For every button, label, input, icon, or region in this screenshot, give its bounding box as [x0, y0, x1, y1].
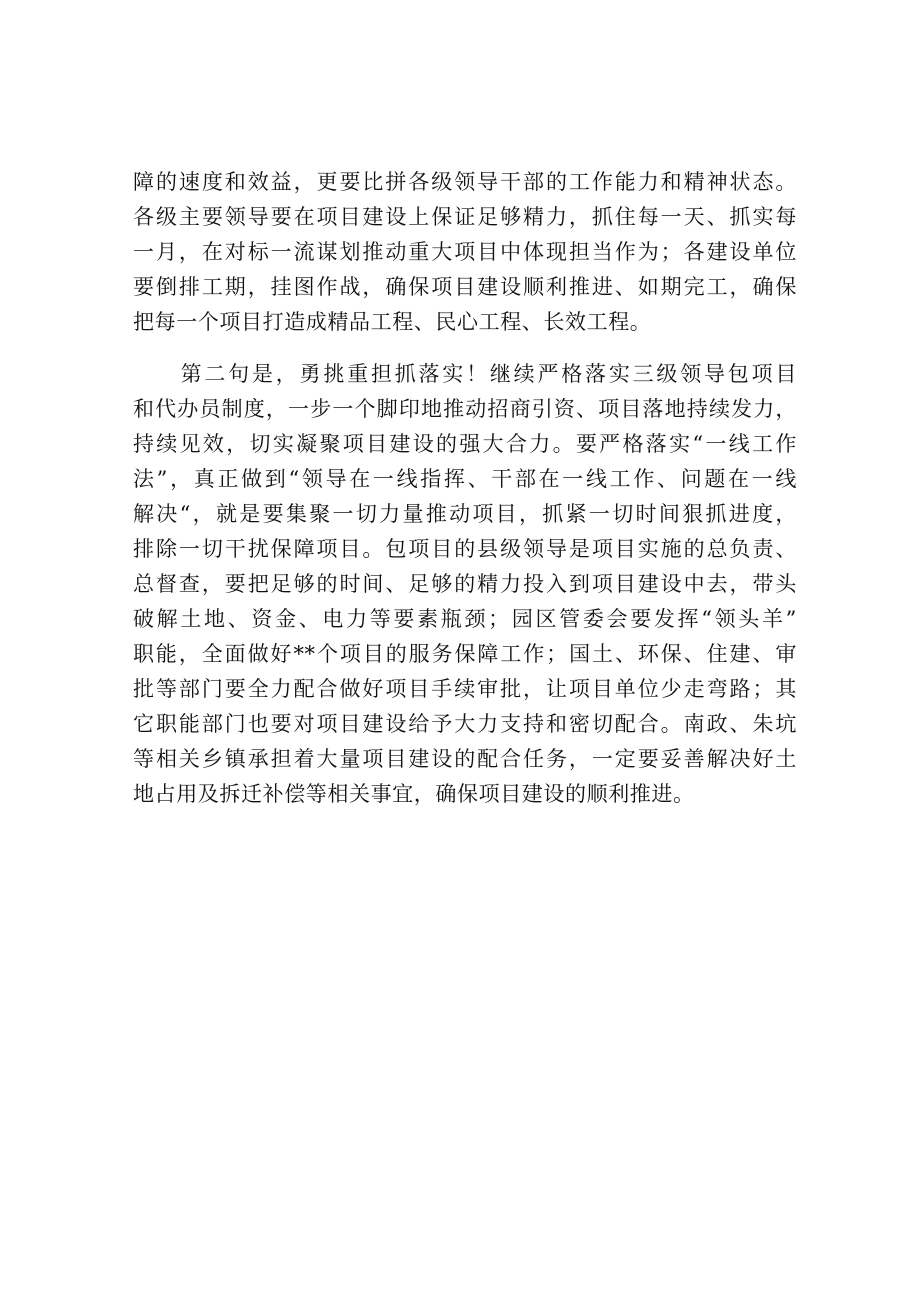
text-line: 破解土地、资金、电力等要素瓶颈；园区管委会要发挥“领头羊” — [133, 607, 797, 631]
text-line: 持续见效，切实凝聚项目建设的强大合力。要严格落实“一线工作 — [133, 432, 797, 456]
text-line: 批等部门要全力配合做好项目手续审批，让项目单位少走弯路；其 — [133, 677, 797, 701]
text-line: 排除一切干扰保障项目。包项目的县级领导是项目实施的总负责、 — [133, 537, 797, 561]
text-line: 各级主要领导要在项目建设上保证足够精力，抓住每一天、抓实每 — [133, 205, 797, 229]
text-line: 等相关乡镇承担着大量项目建设的配合任务，一定要妥善解决好土 — [133, 747, 797, 771]
text-line: 地占用及拆迁补偿等相关事宜，确保项目建设的顺利推进。 — [133, 782, 695, 806]
document-body — [133, 165, 797, 812]
text-line: 职能，全面做好**个项目的服务保障工作；国土、环保、住建、审 — [133, 642, 797, 666]
text-line: 总督查，要把足够的时间、足够的精力投入到项目建设中去，带头 — [133, 572, 797, 596]
text-line: 把每一个项目打造成精品工程、民心工程、长效工程。 — [133, 310, 652, 334]
paragraph-spacer — [133, 340, 797, 357]
text-line: 它职能部门也要对项目建设给予大力支持和密切配合。南政、朱坑 — [133, 712, 797, 736]
paragraph-1 — [133, 165, 797, 340]
text-line: 一月，在对标一流谋划推动重大项目中体现担当作为；各建设单位 — [133, 240, 797, 264]
text-line: 要倒排工期，挂图作战，确保项目建设顺利推进、如期完工，确保 — [133, 275, 797, 299]
text-line: 解决“，就是要集聚一切力量推动项目，抓紧一切时间狠抓进度， — [133, 502, 797, 526]
text-line: 第二句是，勇挑重担抓落实！继续严格落实三级领导包项目 — [133, 362, 797, 386]
paragraph-2 — [133, 357, 797, 812]
text-line: 法”，真正做到“领导在一线指挥、干部在一线工作、问题在一线 — [133, 467, 797, 491]
text-line: 障的速度和效益，更要比拼各级领导干部的工作能力和精神状态。 — [133, 170, 797, 194]
text-line: 和代办员制度，一步一个脚印地推动招商引资、项目落地持续发力， — [133, 397, 797, 421]
